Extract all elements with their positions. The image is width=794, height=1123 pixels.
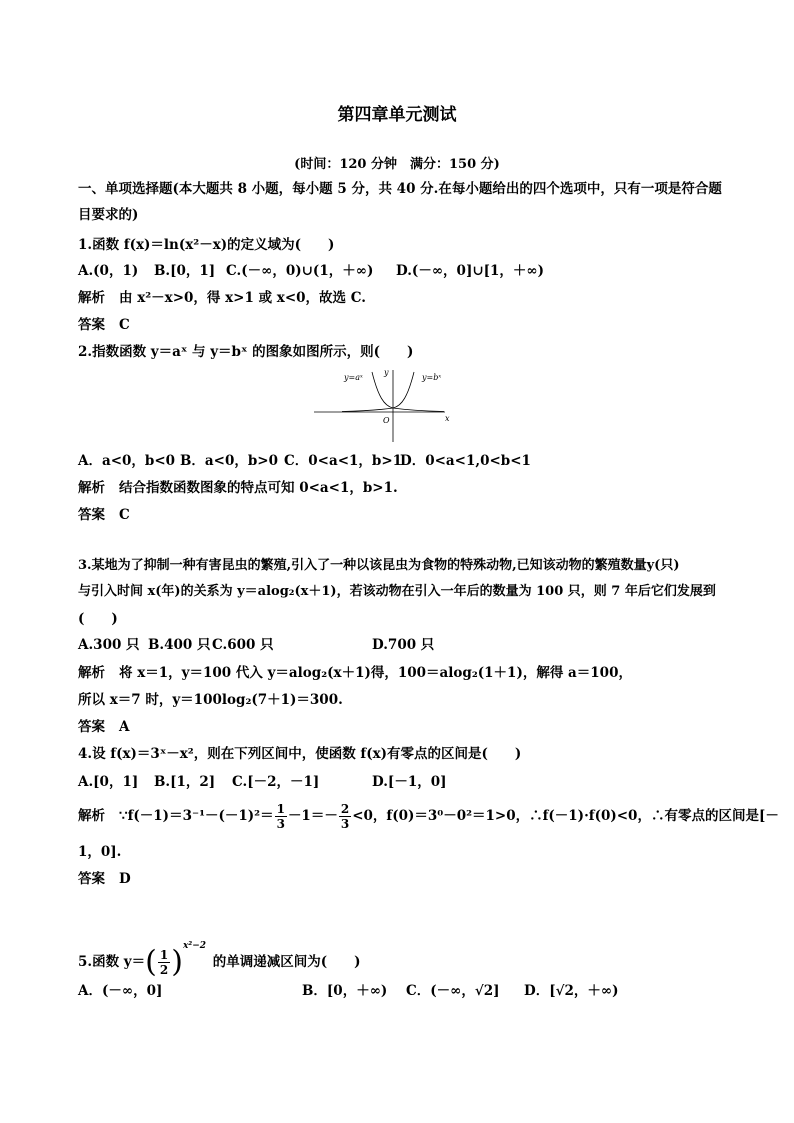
- q4-answer-value: D: [119, 871, 131, 887]
- q3-option-c: C.600 只: [212, 637, 274, 653]
- curve-a-label: y=aˣ: [344, 373, 363, 382]
- fraction-denominator: 2: [159, 963, 169, 977]
- q2-answer: [78, 506, 130, 524]
- q4-fraction-2: [339, 802, 351, 831]
- q2-stem: 2.指数函数 y＝aˣ 与 y＝bˣ 的图象如图所示，则( ): [78, 344, 414, 360]
- q3-option-b: B.400 只: [148, 637, 211, 653]
- q3-stem-line1: 3.某地为了抑制一种有害昆虫的繁殖,引入了一种以该昆虫为食物的特殊动物,已知该动物的繁殖数量y(只): [78, 558, 680, 573]
- origin-label: O: [383, 416, 390, 425]
- q3-option-a: A.300 只: [78, 637, 140, 653]
- q3-analysis-cont: 所以 x＝7 时，y＝100log₂(7＋1)＝300.: [78, 692, 343, 708]
- q3-stem-line3: ( ): [78, 611, 118, 627]
- q3-options: [78, 636, 718, 654]
- q3-answer: [78, 718, 129, 736]
- fraction-numerator: 2: [340, 802, 350, 816]
- q5-options: [78, 982, 718, 1000]
- q5-option-c: C．(－∞，√2]: [406, 983, 500, 999]
- q2-answer-value: C: [119, 507, 130, 523]
- q3-answer-value: A: [119, 719, 130, 735]
- q2-analysis-text: 结合指数函数图象的特点可知 0<a<1，b>1.: [119, 480, 398, 496]
- exponential-graph: [312, 366, 452, 444]
- page-title: 第四章单元测试: [337, 105, 457, 125]
- q2-option-a: A．a<0，b<0: [78, 453, 176, 469]
- fraction-numerator: 1: [276, 802, 285, 816]
- q4-stem: 4.设 f(x)＝3ˣ－x²，则在下列区间中，使函数 f(x)有零点的区间是( ): [78, 746, 522, 762]
- q3-option-d: D.700 只: [372, 637, 435, 653]
- q5-option-d: D．[√2，＋∞): [524, 983, 619, 999]
- q4-analysis-text-c: <0，f(0)＝3⁰－0²＝1>0，∴f(－1)·f(0)<0，∴有零点的区间是[－: [352, 808, 779, 824]
- q5-stem-b: 的单调递减区间为( ): [212, 954, 361, 970]
- q1-option-a: A.(0，1): [78, 263, 139, 279]
- q3-analysis-text: 将 x＝1，y＝100 代入 y＝alog₂(x＋1)得，100＝alog₂(1＋1)，解得 a＝100，: [119, 665, 632, 681]
- q2-analysis: [78, 479, 398, 497]
- q4-option-c: C.[－2，－1]: [232, 774, 320, 790]
- analysis-label: 解析: [78, 290, 105, 306]
- q4-analysis-cont: 1，0].: [78, 844, 122, 860]
- q5-fraction: [158, 948, 170, 977]
- q3-analysis: [78, 664, 632, 682]
- q2-option-b: B．a<0，b>0: [180, 453, 279, 469]
- q5-exponent: x²−2: [182, 941, 207, 951]
- fraction-numerator: 1: [159, 948, 169, 962]
- q1-answer: [78, 316, 130, 334]
- q4-analysis-text-a: ∵f(－1)＝3⁻¹－(－1)²＝: [119, 808, 274, 824]
- q4-analysis-text-b: －1＝－: [287, 808, 338, 824]
- y-axis-label: y: [384, 368, 389, 377]
- q4-fraction-1: [275, 802, 287, 831]
- q1-answer-value: C: [119, 317, 130, 333]
- analysis-label: 解析: [78, 480, 105, 496]
- q4-option-a: A.[0，1]: [78, 774, 139, 790]
- q2-option-c: C．0<a<1，b>1: [284, 453, 403, 469]
- right-paren: ): [171, 944, 183, 980]
- exam-info: (时间：120 分钟 满分：150 分): [294, 157, 500, 172]
- analysis-label: 解析: [78, 808, 105, 824]
- fraction-denominator: 3: [276, 817, 285, 831]
- q4-options: [78, 773, 718, 791]
- q1-option-b: B.[0，1]: [154, 263, 216, 279]
- q4-option-b: B.[1，2]: [154, 774, 216, 790]
- q2-options: [78, 452, 718, 470]
- q5-stem: [78, 924, 361, 984]
- section-heading: 一、单项选择题(本大题共 8 小题，每小题 5 分，共 40 分.在每小题给出的四个选项中，只有一项是符合题: [78, 181, 722, 197]
- q5-stem-a: 5.函数 y＝: [78, 954, 146, 970]
- answer-label: 答案: [78, 719, 105, 735]
- q2-option-d: D．0<a<1,0<b<1: [400, 453, 531, 469]
- q1-option-d: D.(－∞，0]∪[1，＋∞): [396, 263, 545, 279]
- answer-label: 答案: [78, 317, 105, 333]
- q1-options: [78, 262, 718, 280]
- answer-label: 答案: [78, 871, 105, 887]
- section-heading-cont: 目要求的): [78, 207, 139, 223]
- q3-stem-line2: 与引入时间 x(年)的关系为 y＝alog₂(x＋1)，若该动物在引入一年后的数量为 100 只，则 7 年后它们发展到: [78, 584, 716, 599]
- q4-analysis: [78, 799, 779, 833]
- answer-label: 答案: [78, 507, 105, 523]
- fraction-denominator: 3: [340, 817, 350, 831]
- q4-answer: [78, 870, 131, 888]
- analysis-label: 解析: [78, 665, 105, 681]
- q5-option-b: B．[0，＋∞): [302, 983, 388, 999]
- q1-stem: 1.函数 f(x)＝ln(x²－x)的定义域为( ): [78, 237, 335, 253]
- q1-analysis: [78, 289, 366, 307]
- q1-analysis-text: 由 x²－x>0，得 x>1 或 x<0，故选 C.: [119, 290, 366, 306]
- curve-b-label: y=bˣ: [422, 373, 442, 382]
- q5-option-a: A．(－∞，0]: [78, 983, 163, 999]
- left-paren: (: [145, 944, 157, 980]
- q4-option-d: D.[－1，0]: [372, 774, 447, 790]
- q1-option-c: C.(－∞，0)∪(1，＋∞): [226, 263, 374, 279]
- x-axis-label: x: [445, 414, 450, 423]
